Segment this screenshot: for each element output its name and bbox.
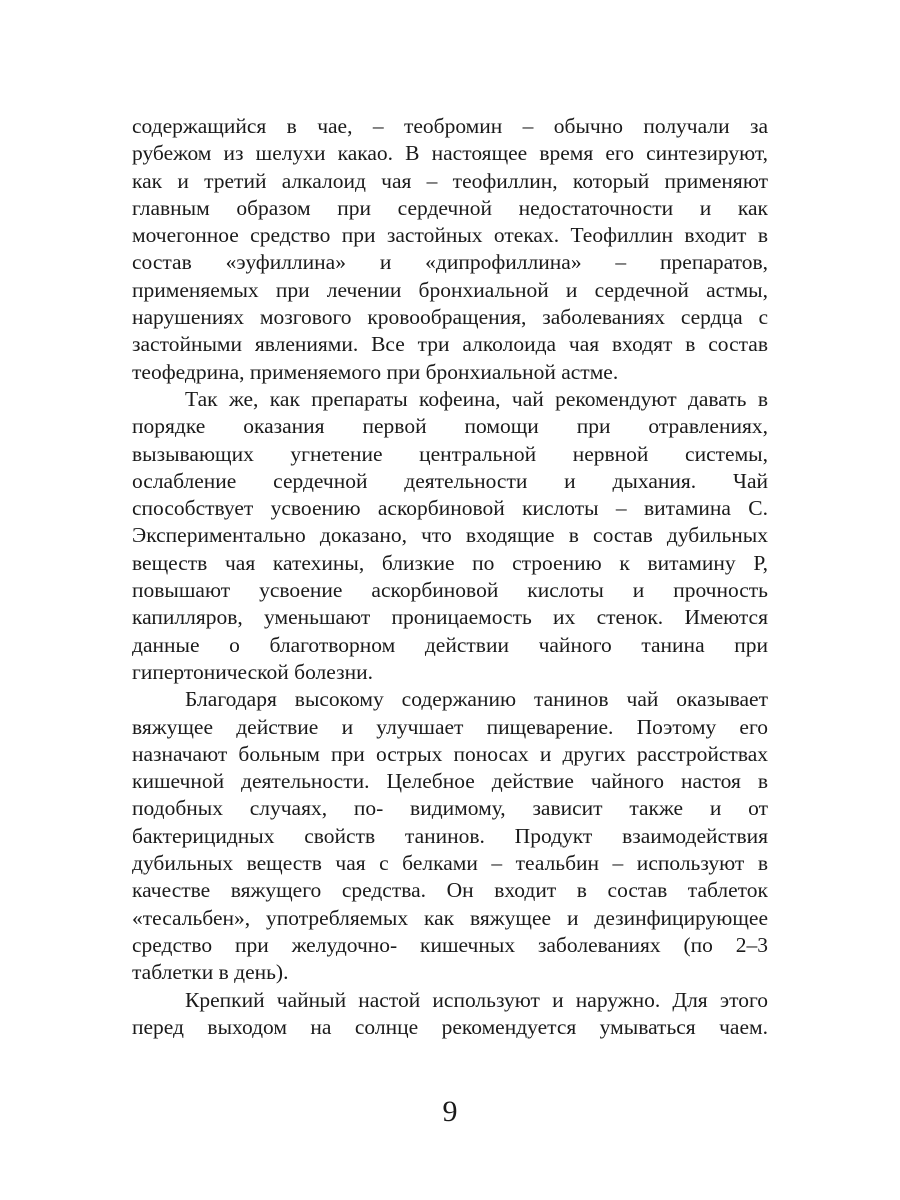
text-line: порядке оказания первой помощи при отравлениях,	[132, 414, 768, 439]
text-line: таблетки в день).	[132, 960, 289, 985]
text-line: дубильных веществ чая с белками – теальбин – используют в	[132, 851, 768, 876]
text-line: способствует усвоению аскорбиновой кислоты – витамина С.	[132, 496, 768, 521]
text-line: качестве вяжущего средства. Он входит в состав таблеток	[132, 878, 768, 903]
text-line: средство при желудочно- кишечных заболеваниях (по 2–3	[132, 932, 768, 957]
text-line: как и третий алкалоид чая – теофиллин, который применяют	[132, 168, 768, 193]
text-line: содержащийся в чае, – теобромин – обычно получали за	[132, 114, 768, 138]
text-line: подобных случаях, по- видимому, зависит также и от	[132, 796, 768, 821]
text-line: теофедрина, применяемого при бронхиальной астме.	[132, 359, 619, 384]
text-line: Крепкий чайный настой используют и наружно. Для этого	[185, 987, 768, 1012]
text-line: капилляров, уменьшают проницаемость их стенок. Имеются	[132, 605, 768, 630]
text-line: Так же, как препараты кофеина, чай рекомендуют давать в	[185, 386, 768, 411]
text-line: веществ чая катехины, близкие по строению к витамину Р,	[132, 550, 768, 575]
page-number: 9	[442, 1095, 458, 1128]
text-line: назначают больным при острых поносах и других расстройствах	[132, 741, 768, 766]
body-text	[132, 113, 768, 1041]
text-line: ослабление сердечной деятельности и дыхания. Чай	[132, 468, 768, 493]
text-line: вяжущее действие и улучшает пищеварение. Поэтому его	[132, 714, 768, 739]
text-line: кишечной деятельности. Целебное действие чайного настоя в	[132, 769, 768, 794]
text-line: Благодаря высокому содержанию танинов чай оказывает	[185, 687, 768, 712]
text-line: гипертонической болезни.	[132, 659, 373, 684]
text-line: нарушениях мозгового кровообращения, заболеваниях сердца с	[132, 305, 768, 330]
text-line: данные о благотворном действии чайного танина при	[132, 632, 768, 657]
text-line: перед выходом на солнце рекомендуется умываться чаем.	[132, 1014, 768, 1039]
text-line: состав «эуфиллина» и «дипрофиллина» – препаратов,	[132, 250, 768, 275]
text-line: применяемых при лечении бронхиальной и сердечной астмы,	[132, 277, 768, 302]
text-line: бактерицидных свойств танинов. Продукт взаимодействия	[132, 823, 768, 848]
text-line: рубежом из шелухи какао. В настоящее время его синтезируют,	[132, 141, 768, 166]
text-line: «тесальбен», употребляемых как вяжущее и дезинфицирующее	[132, 905, 768, 930]
text-line: мочегонное средство при застойных отеках. Теофиллин входит в	[132, 223, 768, 248]
text-line: Экспериментально доказано, что входящие в состав дубильных	[132, 523, 768, 548]
text-line: застойными явлениями. Все три алколоида чая входят в состав	[132, 332, 768, 357]
text-line: вызывающих угнетение центральной нервной системы,	[132, 441, 768, 466]
text-line: главным образом при сердечной недостаточности и как	[132, 195, 768, 220]
text-line: повышают усвоение аскорбиновой кислоты и прочность	[132, 578, 768, 603]
